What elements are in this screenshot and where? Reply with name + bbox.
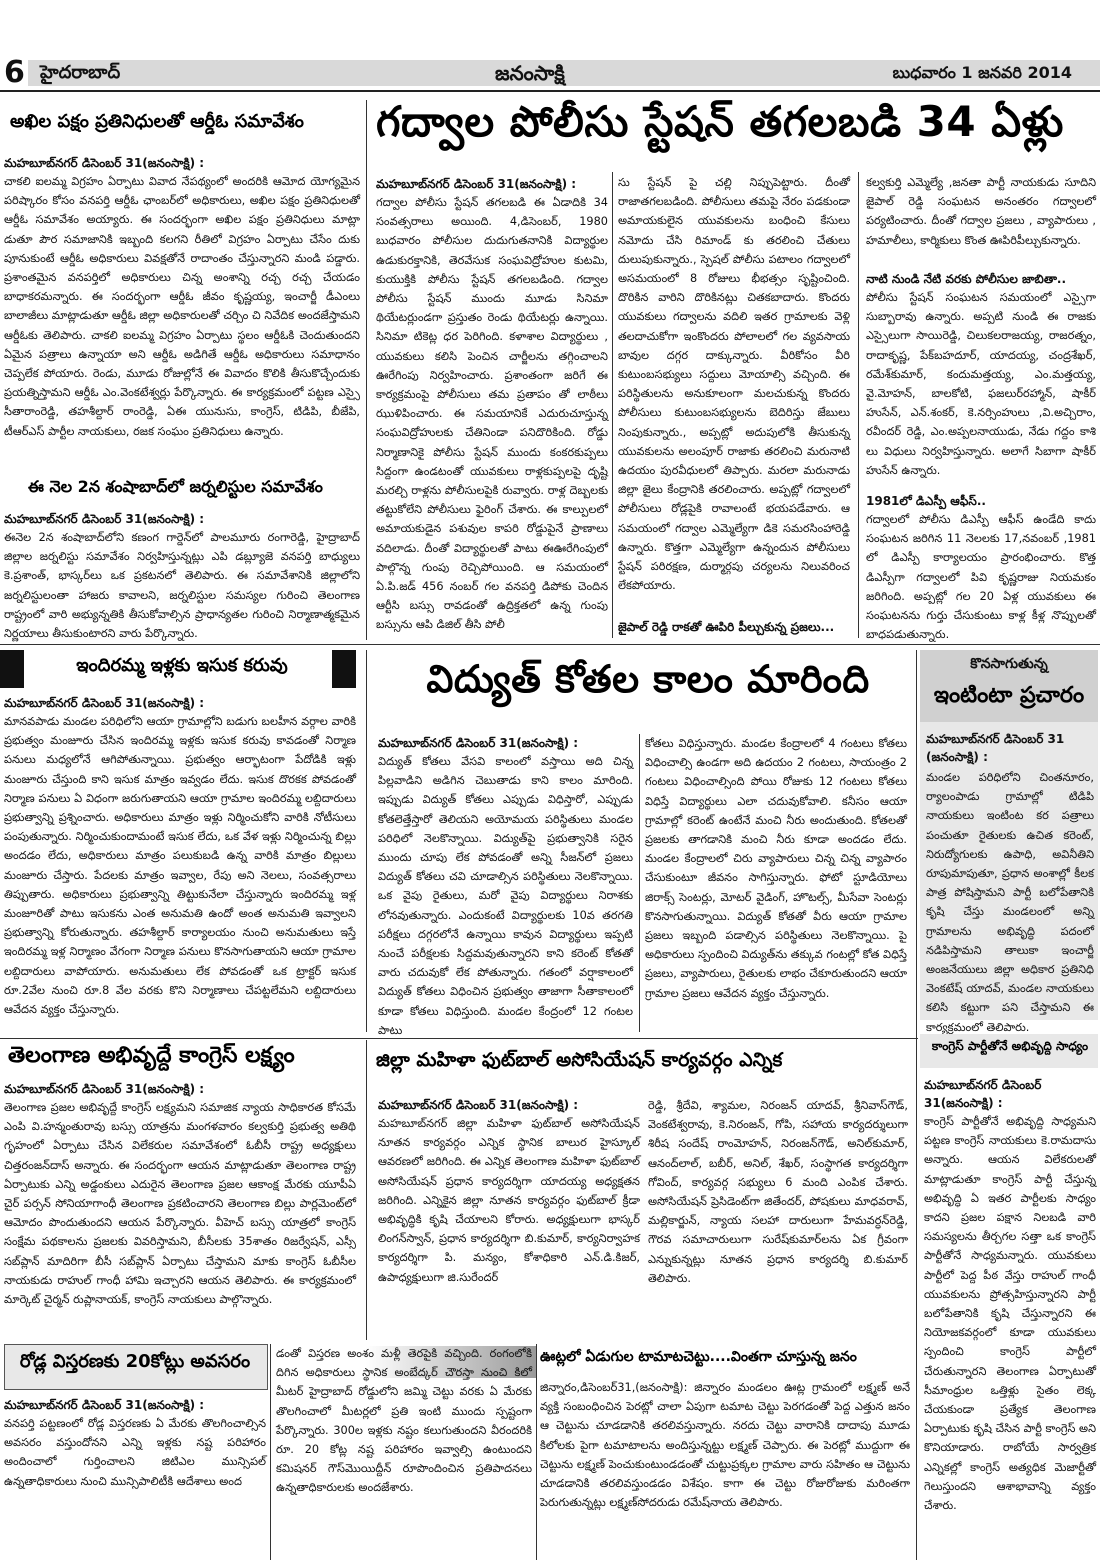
sidebar-body: మండల పరిధిలోని చింతనూరం, ర్యాలంపాడు గ్రామాల్లో టిడిపి నాయకులు ఇంటింట కర పత్రాలు పంచుతూ రైతులకు ఉచిత కరెంట్, నిరుద్యోగులకు ఉపాధి, అవినీతిని రూపుమాపుతూ, ప్రధాన అంశాల్లో కీలక పాత్ర పోషిస్తామని పార్టీ బలోపేతానికి కృషి చేస్తు మండలంలో అన్ని గ్రామాలను అభివృద్ధి పదంలో నడిపిస్తామని తాలుకా ఇంచార్జీ అంజనేయులు జిల్లా అధికార ప్రతినిధి వెంకటేష్ యాదవ్, మండల నాయకులు కలిసి కట్టుగా పని చేస్తామని ఈ కార్యక్రమంలో తెలిపారు. <box>926 771 1094 1034</box>
story3-col3-subhead2: 1981లో డిఎస్పీ ఆఫీస్.. <box>866 494 986 508</box>
column-rule <box>612 172 613 638</box>
story9-body: జిన్నారం,డిసెంబర్31,(జనంసాక్షి): జిన్నారం మండలం ఊట్ల గ్రామంలో లక్ష్మణ్ అనే వ్యక్తి సంబంధించిన పెరట్లో చాలా ఏపుగా టమాట చెట్టు పెరగడంతో పెద్ద ఎత్తున జనం ఆ చెట్టును చూడడానికి తరలివస్తున్నారు. నరదు చెట్టు వారానికి దాదాపు మూడు కిలోలకు పైగా టమాటాలను అందిస్తున్నట్టు లక్ష్మణ్ చెప్పారు. ఈ పెరట్లో ముద్దుగా ఈ చెట్టును లక్ష్మణ్ పెంచుకుంటుండడంతో చుట్టుప్రక్కల గ్రామాల వారు సహితం ఆ చెట్టును చూడడానికి తరలివస్తుండడం విశేషం. కాగా ఈ చెట్టు రోజురోజుకు మరింతగా పెరుగుతున్నట్లు లక్ష్మణ్‌సోదరుడు రమేష్‌నాయ తెలిపారు. <box>540 1381 910 1510</box>
story7-col2: రెడ్డి, శ్రీదేవి, శ్యామల, నిరంజన్ యాదవ్, శ్రీనివాస్‌గౌడ్, వెంకటేశ్వరావు, కె.నిరంజన్, గోపి, సహాయ కార్యదర్శులుగా శిరీష సందేష్ రాంమోహన్, నిరంజన్‌గౌడ్, అనిల్‌కుమార్, ఆనంద్‌లాల్, బబీర్, అనిల్, శేఖర్, సంస్థాగత కార్యదర్శిగా గోవింద్, కార్యవర్గ సభ్యులు 6 మంది ఎంపిక చేశారు. అసోసియేషన్ ప్రెసిడెంట్‌గా జితేందర్, పోషకులు మాధవరావ్, మల్లికార్జున్, న్యాయ సలహా దారులుగా హేమవర్ధన్‌రెడ్డి, గౌరవ సమాచారులుగా సురేష్‌కుమార్‌లను ఏక గ్రీవంగా ఎన్నుకున్నట్లు నూతన ప్రధాన కార్యదర్శి బి.కుమార్ తెలిపారు. <box>648 1099 908 1285</box>
dateline: బుధవారం 1 జనవరి 2014 <box>892 63 1072 82</box>
story7-col1: మహబూబ్‌నగర్ జిల్లా మహిళా ఫుట్‌బాల్ అసోసియేషన్ నూతన కార్యవర్గం ఎన్నిక స్థానిక బాలుర హైస్కూల్ ఆవరణలో జరిగింది. ఈ ఎన్నిక తెలంగాణ మహిళా ఫుట్‌బాల్ అసోసియేషన్ ప్రధాన కార్యదర్శిగా యాదయ్య అధ్యక్షతన జరిగింది. ఎన్నికైన జిల్లా నూతన కార్యవర్గం ఫుట్‌బాల్ క్రీడా అభివృద్ధికి కృషి చేయాలని కోరారు. అధ్యక్షులుగా భాస్కర్ లింగన్‌స్వాన్, ప్రధాన కార్యదర్శిగా బి.కుమార్, కార్యనిర్వాహక కార్యదర్శిగా పి. మన్యం, కోశాధికారి ఎన్.డి.కిజర్, ఉపాధ్యక్షులుగా జి.సురేందర్ <box>378 1117 640 1284</box>
story7-headline: జిల్లా మహిళా ఫుట్‌బాల్ అసోసియేషన్ కార్యవర్గం ఎన్నిక <box>376 1049 783 1071</box>
column-rule <box>916 650 917 1560</box>
story9-headline: ఊట్లలో ఏడుగుల టామాటచెట్టు....వింతగా చూస్తున్న జనం <box>540 1349 857 1365</box>
story3-col3: కల్వకుర్తి ఎమ్మెల్యే ,జనతా పార్టీ నాయకుడు సూదిని జైపాల్ రెడ్డి సంఘటన అనంతరం గద్వాలలో పర్యటించారు. దీంతో గద్వాల ప్రజలు , వ్యాపారులు , హమాలీలు, కార్మికులు కొంత ఊపిరిపీల్చుకున్నారు. <box>866 176 1096 247</box>
story7-byline: మహబూబ్‌నగర్ డిసెంబర్ 31(జనంసాక్షి) : <box>378 1098 579 1112</box>
column-rule <box>858 172 859 638</box>
column-rule <box>270 1344 271 1560</box>
section-rule <box>0 1038 918 1039</box>
story3-col2-subhead: జైపాల్ రెడ్డి రాకతో ఊపిరి పీల్చుకున్న ప్రజలు... <box>618 620 835 634</box>
headline-tab <box>332 650 356 688</box>
story6-byline: మహబూబ్‌నగర్ డిసెంబర్ 31(జనంసాక్షి) : <box>4 1082 205 1096</box>
story10-col1: వనపర్తి పట్టణంలో రోడ్ల విస్తరణకు ఏ మేరకు తొలగించాల్సిన అవసరం వస్తుందోనని ఎన్ని ఇళ్లకు నష్ట పరిహారం అందించాలో గుర్తించాలని జిటిఎల మున్సిపల్ ఉన్నతాధికారులు నుంచి మున్సిపాలిటీకి ఆదేశాలు అంద <box>4 1417 266 1488</box>
column-rule <box>366 1040 367 1340</box>
story4-headline: ఇందిరమ్మ ఇళ్లకు ఇసుక కరువు <box>76 655 288 676</box>
column-rule <box>639 734 640 1032</box>
story5-byline: మహబూబ్‌నగర్ డిసెంబర్ 31(జనంసాక్షి) : <box>378 736 579 750</box>
story4-body: మానవపాడు మండల పరిధిలోని ఆయా గ్రామాల్లోని బడుగు బలహీన వర్గాల వారికి ప్రభుత్వం మంజూరు చేసిన ఇందిరమ్మ ఇళ్లకు ఇసుక కరువు కావడంతో నిర్మాణ పనులు మధ్యలోనే ఆగిపోతున్నాయి. ప్రభుత్వం ఆర్భాటంగా పేదోడికి ఇళ్లు మంజూరు చేస్తుంది కాని ఇసుక మాత్రం ఇవ్వడం లేదు. ఇసుక దొరకక పోవడంతో నిర్మాణ పనులు ఏ విధంగా జరుగుతాయని ఆయా గ్రామాల ఇందిరమ్మ లబ్దిదారులు ప్రభుత్వాన్ని ప్రశ్నించారు. అధికారులు మాత్రం ఇళ్లు నిర్మించుకోని వారికి నోటీసులు పంపుతున్నారు. నిర్మించుకుందామంటే ఇసుక లేదు, ఒక వేళ ఇళ్లు నిర్మించున్న బిల్లు అందడం లేదు, అధికారులు మాత్రం పలుకుబడి ఉన్న వారికి మాత్రం బిల్లులు మంజూరు చేస్తారు. పేదలకు మాత్రం ఇవ్వాల, రేపు అని నెలలు, సంవత్సరాలు తిప్పుతారు. అధికారులు ప్రభుత్వాన్ని తిట్టుకునేలా చేస్తున్నారు ఇందిరమ్మ ఇళ్ల మంజూరితో పాటు ఇసుకను ఎంత అనుమతి ఉందో అంత అనుమతి ఇవ్వాలని ప్రభుత్వాన్ని కోరుతున్నారు. తహశీల్దార్ కార్యాలయం నుంచి అనుమతులు ఇస్తే ఇందిరమ్మ ఇళ్ల నిర్మాణం వేగంగా నిర్మాణ పనులు కొనసాగుతాయని ఆయా గ్రామాల లబ్దిదారులు వాపోయారు. అనుమతులు లేక పోవడంతో ఒక ట్రాక్టర్ ఇసుక రూ.2వేల నుంచి రూ.8 వేల వరకు కొని నిర్మాణాలు చేపట్టలేమని లబ్దిదారులు ఆవేదన వ్యక్తం చేస్తున్నారు. <box>4 715 356 1017</box>
story2-body: ఈనెల 2న శంషాబాద్‌లోని కణంగ గార్డెన్‌లో పాలమూరు రంగారెడ్డి, హైద్రాబాద్ జిల్లాల జర్నలిస్టు సమావేశం నిర్వహిస్తున్నట్లు ఎపి డబ్ల్యూజె వనపర్తి బాధ్యులు కె.ప్రశాంత్, భాస్కర్‌లు ఒక ప్రకటనలో తెలిపారు. ఈ సమావేశానికి జిల్లాలోని జర్నలిస్టులంతా హాజరు కావాలని, జర్నలిస్టుల సమస్యల గురించి తెలంగాణ రాష్ట్రంలో వారి అభ్యున్నతికి తీసుకోవాల్సిన ప్రాధాన్యతల గురించి నిర్మాణాత్మకమైన నిర్ణయాలు తీసుకుంటారని వారు పేర్కొన్నారు. <box>4 531 360 641</box>
story1-body: చాకలి ఐలమ్మ విగ్రహం ఏర్పాటు వివాద నేపథ్యంలో అందరికి ఆమోద యోగ్యమైన పరిష్కారం కోసం వనపర్తి ఆర్డీఓ ఛాంబర్‌లో అధికారులు, అఖిల పక్షం ప్రతినిధులతో ఆర్డీఓ సమావేశం అయ్యారు. ఈ సందర్భంగా అఖిల పక్షం ప్రతినిధులు మాట్లా డుతూ పౌర సమాజానికి ఇబ్బంది కలగని రీతిలో విగ్రహం ఏర్పాటు చేసేం దుకు పూనుకుంటే ఆర్డీఓ అధికారులు వివక్షతోనే రాదాంతం చేస్తున్నారని మండి పడ్డారు. ప్రశాంతమైన వనపర్తిలో అధికారులు చిన్న అంశాన్ని రచ్చ రచ్చ చేయడం బాధాకరమన్నారు. ఈ సందర్భంగా ఆర్డీఓ జీవం కృష్ణయ్య, ఇంచార్జీ డీఎంలు బాలాజీలు మాట్లాడుతూ ఆర్డీఓ జిల్లా అధికారులతో చర్చిం చి నివేదిక అందజేస్తామని ఆర్డీఓకు తెలిపారు. చాకలి ఐలమ్మ విగ్రహం ఏర్పాటు స్థలం ఆర్డీఓకి చెందుతుందని ఏమైన పత్రాలు ఉన్నాయా అని ఆర్డీఓ అడిగితే ఆర్డీఓ అధికారులు సమాధానం చెప్పలేక పోయారు. రెండు, మూడు రోజుల్లోనే ఈ వివాదం కొలికి తీసుకొచ్చేందుకు ప్రయత్నిస్తామని ఆర్డీఓ ఎం.వెంకటేశ్వర్లు పేర్కొన్నారు. ఈ కార్యక్రమంలో పట్టణ ఎస్సై సీతారాంరెడ్డి, తహశీల్దార్ రాంరెడ్డి, ఏఈ యునుసు, కాంగ్రెస్, టిడిపి, బీజేపి, టీఆర్ఎస్ పార్టీల నాయకులు, రజక సంఘం ప్రతినిధులు ఉన్నారు. <box>4 175 360 438</box>
story3-col3-c: గద్వాలలో పోలీసు డిఎస్పీ ఆఫీస్ ఉండేది కాదు సంఘటన జరిగిన 11 నెలలకు 17,నవంబర్ ,1981 లో డిఎస్పీ కార్యాలయం ప్రారంభించారు. కొత్త డిఎస్పీగా గద్వాలలో పివి కృష్ణరాజు నియమకం జరిగింది. అప్పట్లో గల 20 ఏళ్ల యువకులు ఈ సంఘటనను గుర్తు చేసుకుంటు కాళ్ల కీళ్ల నొప్పులతో బాధపడుతున్నారు. <box>866 513 1096 642</box>
story4-byline: మహబూబ్‌నగర్ డిసెంబర్ 31(జనంసాక్షి) : <box>4 696 205 710</box>
headline-tab <box>0 650 24 688</box>
story8-body: కాంగ్రెస్ పార్టీతోనే అభివృద్ది సాధ్యమని పట్టణ కాంగ్రెస్ నాయకులు కె.రామదాసు అన్నారు. ఆయన విలేకరులతో మాట్లాడుతూ కాంగ్రెస్ పార్టీ చేస్తున్న అభివృద్ధి ఏ ఇతర పార్టీలకు సాధ్యం కాదని ప్రజల పక్షాన నిలబడి వారి సమస్యలను తీర్చగల సత్తా ఒక కాంగ్రెస్ పార్టీతోనే సాధ్యమన్నారు. యువకులు పార్టీలో పెద్ద పీఠ వేస్తు రాహుల్ గాంధీ యువకులను ప్రోత్సహిస్తున్నారని పార్టీ బలోపేతానికి కృషి చేస్తున్నారని ఈ నియోజకవర్గంలో కూడా యువకులు స్పందించి కాంగ్రెస్ పార్టీలో చేరుతున్నారని తెలంగాణ ఏర్పాటుతో సీమాంధ్రుల ఒత్తిళ్లు సైతం లెక్క చేయకుండా ప్రత్యేక తెలంగాణ ఏర్పాటుకు కృషి చేసిన పార్టీ కాంగ్రెస్ అని కొనియాడారు. రాబోయే సార్వత్రిక ఎన్నికల్లో కాంగ్రెస్ అత్యధిక మెజార్టీతో గెలుస్తుందని ఆశాభావాన్ని వ్యక్తం చేశారు. <box>924 1115 1096 1513</box>
story5-col1: విద్యుత్ కోతలు వేసవి కాలంలో వస్తాయి అది చిన్న పిల్లవాడిని అడిగిన చెబుతాడు కాని కాలం మారింది. ఇప్పుడు విద్యుత్ కోతలు ఎప్పుడు విధిస్తారో, ఎప్పుడు కోతలెత్తేస్తారో తెలియని అయోమయ పరిస్థితులు మండల పరిధిలో నెలకొన్నాయి. విద్యుత్‌పై ప్రభుత్వానికి సరైన ముందు చూపు లేక పోవడంతో అన్ని సీజన్‌లో ప్రజలు విద్యుత్ కోతలు చవి చూడాల్సిన పరిస్థితులు నెలకొన్నాయి. ఒక వైపు రైతులు, మరో వైపు విద్యార్థులు నిరాశకు లోనవుతున్నారు. ఎందుకంటే విద్యార్థులకు 10వ తరగతి పరీక్షలు దగ్గరలోనే ఉన్నాయి కావున విద్యార్థులు ఇప్పటి నుంచే పరీక్షలకు సిద్దమవుతున్నారని కాని కరెంట్ కోతతో వారు చదువుకో లేక పోతున్నారు. గతంలో వర్షాకాలంలో విద్యుత్ కోతలు విధించిన ప్రభుత్వం తాజాగా సీతాకాలంలో కూడా కోతలు విధిస్తుంది. మండల కేంద్రంలో 12 గంటల పాటు <box>378 755 633 1037</box>
column-rule <box>536 1344 537 1560</box>
story1-headline: అఖిల పక్షం ప్రతినిధులతో ఆర్డీఓ సమావేశం <box>10 111 304 132</box>
sidebar-kicker: కొనసాగుతున్న <box>970 656 1048 672</box>
sidebar-byline: మహబూబ్‌నగర్ డిసెంబర్ 31 (జనంసాక్షి) : <box>926 732 1065 764</box>
story3-col3-subhead1: నాటి నుండి నేటి వరకు పోలీసుల జాబితా.. <box>866 272 1067 286</box>
story6-body: తెలంగాణ ప్రజల అభివృద్దే కాంగ్రెస్ లక్ష్యమని సమాజిక న్యాయ సాధికారత కోసమే ఎంపి వి.హన్మంతురావు బస్సు యాత్రను మంగళవారం కల్వకుర్తి ప్రభుత్వ అతిథి గృహంలో ఏర్పాటు చేసిన విలేకరుల సమావేశంలో ఓబీసీ రాష్ట్ర అధ్యక్షులు చిత్తరంజన్‌దాస్ అన్నారు. ఈ సందర్భంగా ఆయన మాట్లాడుతూ తెలంగాణ రాష్ట్ర ఏర్పాటుకు ఎన్ని అడ్డంకులు ఎదురైన తెలంగాణ ప్రజల ఆకాంక్ష మేరకు యూపీఏ చైర్ పర్సన్ సోనియాగాంధీ తెలంగాణ ప్రకటించారని తెలంగాణ బిల్లు పార్లమెంట్‌లో ఆమోదం పొందుతుందని ఆయన పేర్కొన్నారు. వీహెచ్ బస్సు యాత్రలో కాంగ్రెస్ సంక్షేమ పథకాలను ప్రజలకు వివరిస్తామని, బీసీలకు 35శాతం రిజర్వేషన్, ఎస్సీ సబ్‌ప్లాన్ మాదిరిగా బీసీ సబ్‌ప్లాన్ ఏర్పాటు చేస్తామని మాకు కాంగ్రెస్ ఓబీసీల నాయకుడు రాహుల్ గాంధీ హామి ఇచ్చారని ఆయన తెలిపారు. ఈ కార్యక్రమంలో మార్కెట్ చైర్మన్ రుప్లానాయక్, కాంగ్రెస్ నాయకులు పాల్గొన్నారు. <box>4 1101 356 1307</box>
story10-byline: మహబూబ్‌నగర్ డిసెంబర్ 31(జనంసాక్షి) : <box>4 1398 205 1412</box>
story5-col2: కోతలు విధిస్తున్నారు. మండల కేంద్రాలలో 4 గంటలు కోతలు విధించాల్సి ఉండగా అది ఉదయం 2 గంటలు, సాయంత్రం 2 గంటలు విధించాల్సింది పోయి రోజుకు 12 గంటలు కోతలు విధిస్తే విద్యార్థులు ఎలా చదువుకోవాలి. కనీసం ఆయా గ్రామాల్లో కరెంట్ ఉంటేనే మంచి నీరు అందుతుంది. కోతలతో ప్రజలకు తాగడానికి మంచి నీరు కూడా అందడం లేదు. మండల కేంద్రాలలో చిరు వ్యాపారులు చిన్న చిన్న వ్యాపారం చేసుకుంటూ జీవనం సాగిస్తున్నారు. ఫోటో స్టూడియోలు జిరాక్స్ సెంటర్లు, మోటర్ వైడింగ్, హొటల్స్, మీసేవా సెంటర్లు కొనసాగుతున్నాయి. విద్యుత్ కోతతో వీరు ఆయా గ్రామాల ప్రజలు ఇబ్బంది పడాల్సిన పరిస్థితులు నెలకొన్నాయి. పై అధికారులు స్పందించి విద్యుత్‌ను తక్కువ గంటల్లో కోత విధిస్తే ప్రజలు, వ్యాపారులు, రైతులకు లాభం చేకూరుతుందని ఆయా గ్రామాల ప్రజలు ఆవేదన వ్యక్తం చేస్తున్నారు. <box>645 737 907 1000</box>
story3-col1: గద్వాల పోలీసు స్టేషన్ తగలబడి ఈ ఏడాదికి 34 సంవత్సరాలు అయింది. 4,డిసెంబర్, 1980 బుధవారం పోలీసుల దుదుగుతనానికి విద్యార్థుల ఉడుకురక్తానికి, తెరవేసుక సంఘవిద్రోహుల కుటమి, కుయుక్తికి పోలీసు స్టేషన్ తగలబడింది. గద్వాల పోలీసు స్టేషన్ ముందు మూడు సినిమా థియేటర్లుండగా ప్రస్తుతం రెండు థియేటర్లు ఉన్నాయి. సినిమా టికెట్ల ధర పెరిగింది. కళాశాల విద్యార్థులు , యువకులు కలిసి పెంచిన చార్జీలను తగ్గించాలని ఊరేగింపు నిర్వహించారు. ప్రశాంతంగా జరిగే ఈ కార్యక్రమంపై పోలీసులు తమ ప్రతాపం తో లాఠీలు ఝుళిపించారు. ఈ సమయానికే ఎదురుచూస్తున్న సంఘవిద్రోహులకు చేతినిండా పనిదొరికింది. రోడ్డు నిర్మాణానికై పోలీసు స్టేషన్ ముందు కంకరకుప్పలు సిద్దంగా ఉండటంతో యువకులు రాళ్లకుప్పలపై దృష్టి మరల్చి రాళ్లను పోలీసులపైకి రువ్వారు. రాళ్ల దెబ్బలకు తట్టుకోలేని పోలీసులు ఫైరింగ్ చేశారు. ఈ కాల్పులలో అమాయకుడైన పశువుల కాపరి రోడ్డుపైనే ప్రాణాలు వదిలాడు. దీంతో విద్యార్థులతో పాటు ఈఊరేగింపులో పాల్గొన్న గుంపు రెచ్చిపోయింది. ఆ సమయంలో ఏ.పి.జడ్ 456 నంబర్ గల వనపర్తి డిపోకు చెందిన ఆర్టీసి బస్సు రావడంతో ఉద్రిక్తతలో ఉన్న గుంపు బస్సును ఆపి డిజిల్ తీసి పోలీ <box>376 196 608 632</box>
section-rule <box>0 644 1100 645</box>
story3-headline: గద్వాల పోలీసు స్టేషన్ తగలబడి 34 ఏళ్లు <box>376 97 1064 146</box>
story8-byline: మహబూబ్‌నగర్ డిసెంబర్ 31(జనంసాక్షి) : <box>924 1078 1042 1110</box>
story10-headline: రోడ్ల విస్తరణకు 20కోట్లు అవసరం <box>19 1351 251 1372</box>
story8-headline: కాంగ్రెస్ పార్టీతోనే అభివృద్ది సాధ్యం <box>931 1039 1089 1053</box>
column-rule <box>366 100 367 640</box>
story2-byline: మహబూబ్‌నగర్ డిసెంబర్ 31(జనంసాక్షి) : <box>4 512 205 526</box>
story3-byline: మహబూబ్‌నగర్ డిసెంబర్ 31(జనంసాక్షి) : <box>376 177 577 191</box>
sidebar-headline: ఇంటింటా ప్రచారం <box>933 683 1085 708</box>
section-name: హైదరాబాద్ <box>40 62 121 83</box>
story3-col3-b: పోలీసు స్టేషన్ సంఘటన సమయంలో ఎస్సైగా సుబ్బారావు ఉన్నారు. అప్పటి నుండి ఈ రాజకు ఎస్సైలుగా సాయిరెడ్డి, చిలుకలరాజయ్య, రాజరత్నం, రాదాకృష్ణ, పేక్‌బహదూర్, యాదయ్య, చంద్రశేఖర్, రమేశ్‌కుమార్, కందుమత్తయ్య, ఎం.మత్తయ్య, వై.మోహన్, బాలకోటి, ఫజలుర్‌రహ్మాన్, షాకీర్ హుసేన్, ఎన్.శంకర్, కె.నర్సింహులు ,వి.అచ్చిరాం, రవీందర్ రెడ్డి, ఎం.అప్పలనాయుడు, నేడు గద్దం కాశి లు విధులు నిర్వహిస్తున్నారు. అలాగే సిబాగా షాకీర్ హుసేన్ ఉన్నారు. <box>866 291 1096 477</box>
story5-headline: విద్యుత్ కోతల కాలం మారింది <box>426 657 870 701</box>
column-rule <box>366 650 367 1032</box>
story3-col2: సు స్టేషన్ పై చల్లి నిప్పుపెట్టారు. దీంతో రాజాతగలబడింది. పోలీసులు తమపై నేరం పడకుండా అమాయకులైన యువకులను బంధించి కేసులు నమోదు చేసి రిమాండ్ కు తరలించి చేతులు దులుపుకున్నారు., స్పెషల్ పోలీసు పటాలం గద్వాలలో అసమయంలో 8 రోజులు భీభత్సం సృష్టించింది. దొరికిన వారిని దొరికినట్లు చితకబాదారు. కొందరు యువకులు గద్వాలను వదిలి ఇతర గ్రామాలకు వెళ్లి తలదాచుకోగా ఇంకొందరు పోలాలలో గల వ్యవసాయ బావుల దగ్గర దాక్కున్నారు. వీరికోసం వీరి కుటుంబసభ్యులు సద్దులు మోయాల్సి వచ్చింది. ఈ పరిస్థితులను అనుకూలంగా మలచుకున్న కొందరు పోలీసులు కుటుంబసభ్యులను బెదిరిస్తు జేబులు నింపుకున్నారు., అప్పట్లో అదుపులోకి తీసుకున్న యువకులను అలంపూర్ రాజాకు తరలించి మరునాటి ఉదయం పురవీధులలో తిప్పారు. మరలా మరునాడు జిల్లా జైలు కేంద్రానికి తరలించారు. అప్పట్లో గద్వాలలో పోలీసులు రోడ్లపైకి రావాలంటే భయపడేవారు. ఆ సమయంలో గద్వాల ఎమ్మెల్యేగా డికె సమరసింహారెడ్డి ఉన్నారు. కొత్తగా ఎమ్మెల్యేగా ఉన్నందున పోలీసులు స్టేషన్ పరిరక్షణ, దుర్మార్గపు చర్యలను నిలువరించ లేకపోయారు. <box>618 176 850 593</box>
story10-col2: డంతో విస్తరణ అంశం మళ్లీ తెరపైకి వచ్చింది. రంగంలోకి దిగిన అధికారులు స్థానిక అంబేద్కర్ చౌరస్తా నుంచి కిలో మీటర్ హైద్రాబాద్ రోడ్డులోని జమ్మి చెట్టు వరకు ఏ మేరకు తొలగించాలో మీటర్లలో ప్రతి ఇంటి ముందు స్పష్టంగా పేర్కొన్నారు. 300ల ఇళ్లకు నష్టం కలుగుతుందని వీరందరికి రూ. 20 కోట్ల నష్ట పరిహారం ఇవ్వాల్సి ఉంటుందని కమిషనర్ గౌస్‌మొయిద్దీన్ రూపొందించిన ప్రతిపాదనలు ఉన్నతాధికారులకు అందజేశారు. <box>276 1347 532 1495</box>
masthead <box>0 56 1100 92</box>
newspaper-logo: జనంసాక్షి <box>495 61 565 85</box>
story1-byline: మహబూబ్‌నగర్ డిసెంబర్ 31(జనంసాక్షి) : <box>4 156 205 170</box>
story2-headline: ఈ నెల 2న శంషాబాద్‌లో జర్నలిస్టుల సమావేశం <box>28 477 323 496</box>
story6-headline: తెలంగాణ అభివృద్దే కాంగ్రెస్ లక్ష్యం <box>8 1043 295 1068</box>
page-number: 6 <box>4 55 25 90</box>
